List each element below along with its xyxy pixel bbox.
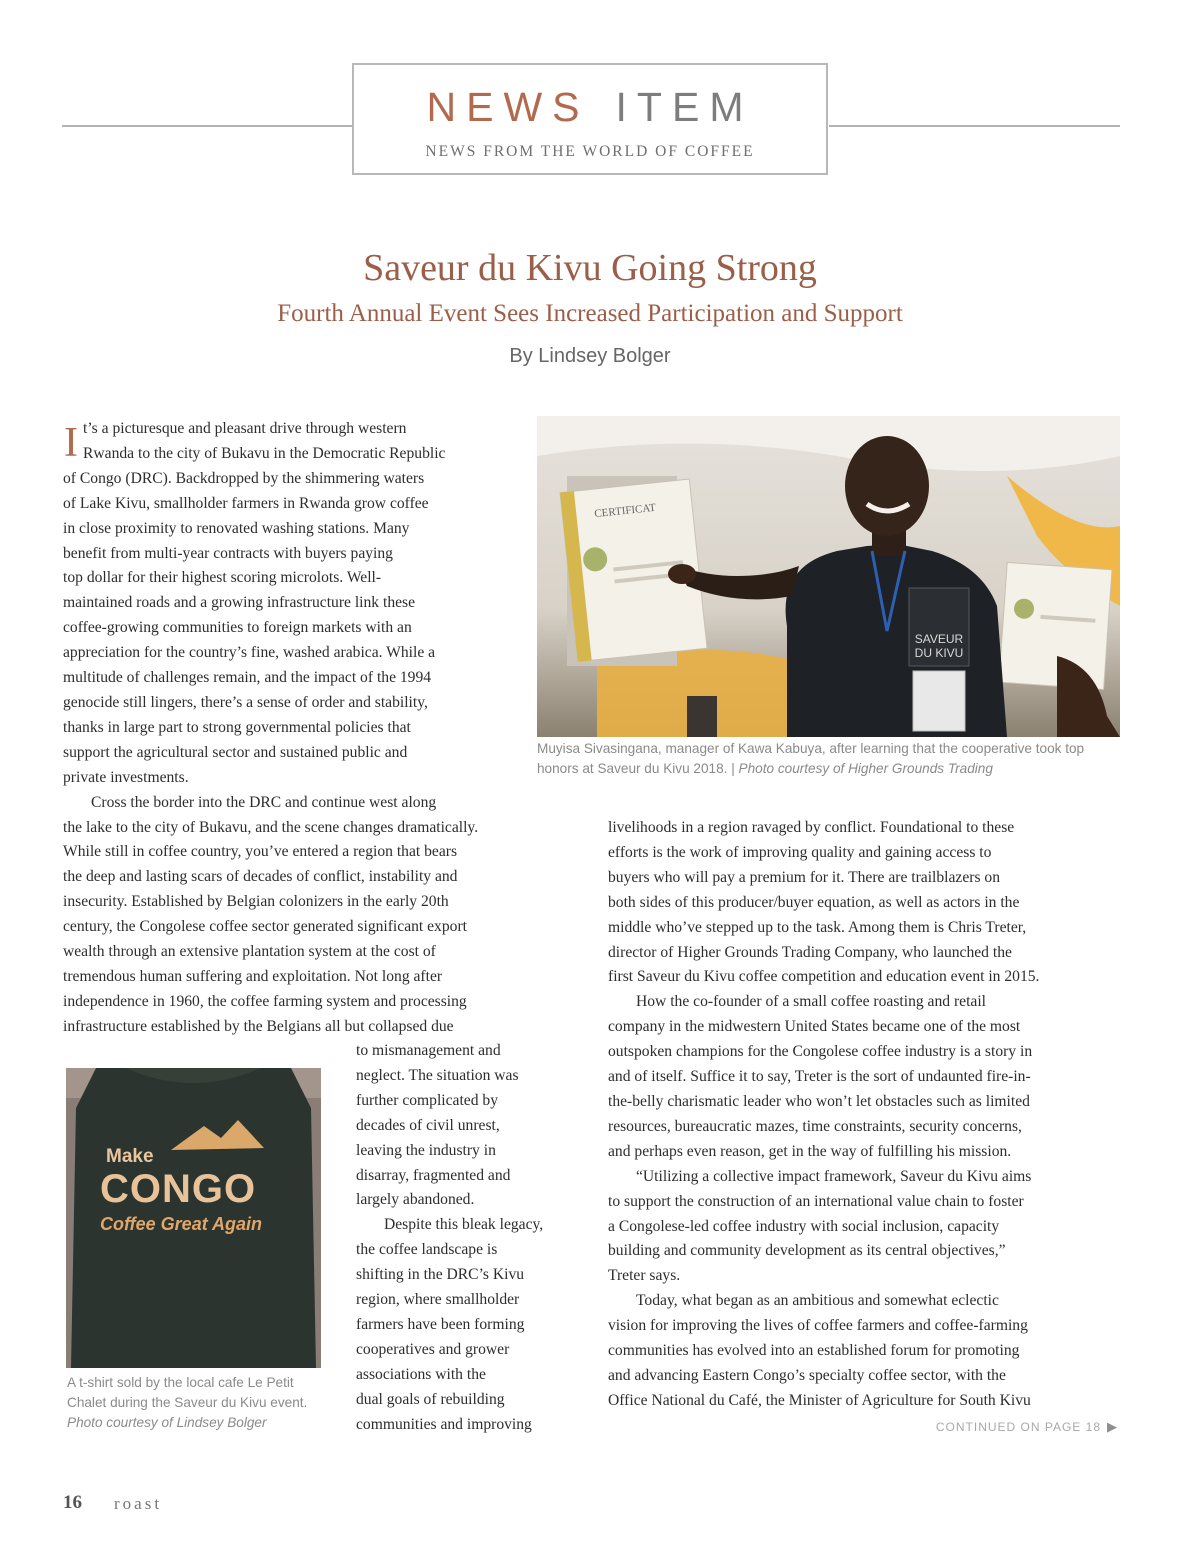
body-line: private investments.	[63, 768, 189, 786]
body-line: communities has evolved into an established forum for promoting	[608, 1342, 1020, 1360]
certificate-label: CERTIFICAT	[593, 501, 657, 521]
body-line: region, where smallholder	[356, 1291, 520, 1309]
body-line: of Congo (DRC). Backdropped by the shimmering waters	[63, 469, 425, 487]
body-line: thanks in large part to strong governmental policies that	[63, 718, 411, 736]
body-line: livelihoods in a region ravaged by conflict. Foundational to these	[608, 819, 1015, 836]
section-header	[352, 63, 828, 175]
header-rule-right	[829, 125, 1120, 127]
photo-award-caption	[537, 739, 1127, 779]
body-line: While still in coffee country, you’ve entered a region that bears	[63, 843, 458, 861]
body-line: wealth through an extensive plantation system at the cost of	[63, 943, 436, 961]
body-line: How the co-founder of a small coffee roasting and retail	[636, 993, 987, 1011]
body-line: in close proximity to renovated washing stations. Many	[63, 519, 410, 537]
body-line: dual goals of rebuilding	[356, 1390, 505, 1408]
body-line: both sides of this producer/buyer equation, as well as actors in the	[608, 893, 1020, 911]
caption-line: Muyisa Sivasingana, manager of Kawa Kabuya, after learning that the cooperative took top	[537, 741, 1085, 756]
article-subtitle: Fourth Annual Event Sees Increased Participation and Support	[277, 300, 903, 327]
body-line: the deep and lasting scars of decades of conflict, instability and	[63, 868, 458, 886]
body-line: neglect. The situation was	[356, 1066, 519, 1084]
body-line: middle who’ve stepped up to the task. Among them is Chris Treter,	[608, 918, 1027, 936]
body-line: decades of civil unrest,	[356, 1116, 500, 1134]
body-line: associations with the	[356, 1365, 486, 1383]
body-line: century, the Congolese coffee sector generated significant export	[63, 918, 467, 936]
caption-line: Chalet during the Saveur du Kivu event.	[67, 1395, 308, 1410]
body-line: largely abandoned.	[356, 1191, 475, 1209]
caption-line: A t-shirt sold by the local cafe Le Petit	[67, 1375, 294, 1390]
body-line: vision for improving the lives of coffee farmers and coffee-farming	[608, 1317, 1028, 1335]
article-column-1	[63, 417, 478, 1040]
caption-line: honors at Saveur du Kivu 2018. |	[537, 761, 735, 776]
photo-credit: Photo courtesy of Higher Grounds Trading	[738, 761, 993, 776]
body-line: benefit from multi-year contracts with buyers paying	[63, 544, 393, 562]
shirt-text-tagline: Coffee Great Again	[100, 1214, 263, 1234]
article-title: Saveur du Kivu Going Strong	[363, 247, 817, 289]
page-number: 16	[63, 1492, 82, 1513]
body-line: Treter says.	[608, 1267, 681, 1285]
body-line: independence in 1960, the coffee farming system and processing	[63, 992, 467, 1010]
section-title-word-1: NEWS	[426, 84, 590, 130]
article-column-2	[608, 816, 1039, 1414]
article-column-middle	[356, 1039, 543, 1438]
body-line: “Utilizing a collective impact framework, Saveur du Kivu aims	[636, 1167, 1032, 1185]
body-line: support the agricultural sector and sustained public and	[63, 743, 408, 761]
body-line: t’s a picturesque and pleasant drive through western	[83, 420, 407, 437]
body-line: outspoken champions for the Congolese coffee industry is a story in	[608, 1043, 1033, 1061]
body-line: infrastructure established by the Belgians all but collapsed due	[63, 1017, 454, 1035]
badge-text-1: SAVEUR	[914, 632, 964, 646]
body-line: and advancing Eastern Congo’s specialty coffee sector, with the	[608, 1366, 1006, 1384]
continued-label: CONTINUED ON PAGE 18	[935, 1420, 1101, 1434]
body-line: Rwanda to the city of Bukavu in the Democratic Republic	[83, 444, 446, 462]
body-line: coffee-growing communities to foreign markets with an	[63, 619, 412, 637]
body-line: appreciation for the country’s fine, washed arabica. While a	[63, 644, 436, 662]
article-byline: By Lindsey Bolger	[509, 345, 671, 367]
body-line: buyers who will pay a premium for it. There are trailblazers on	[608, 868, 1001, 886]
body-line: to mismanagement and	[356, 1042, 501, 1059]
body-line: resources, bureaucratic mazes, time constraints, security concerns,	[608, 1117, 1022, 1135]
body-line: genocide still lingers, there’s a sense of order and stability,	[63, 693, 428, 711]
body-line: the coffee landscape is	[356, 1241, 498, 1259]
body-line: Today, what began as an ambitious and somewhat eclectic	[636, 1292, 999, 1310]
body-line: the-belly charismatic leader who won’t let obstacles such as limited	[608, 1092, 1030, 1110]
body-line: shifting in the DRC’s Kivu	[356, 1266, 525, 1284]
photo-tshirt-caption	[67, 1373, 337, 1433]
body-line: the lake to the city of Bukavu, and the scene changes dramatically.	[63, 818, 479, 836]
header-rule-left	[62, 125, 354, 127]
body-line: first Saveur du Kivu coffee competition and education event in 2015.	[608, 968, 1040, 986]
body-line: leaving the industry in	[356, 1141, 496, 1159]
award-photo-illustration	[537, 416, 1120, 737]
shirt-text-make: Make	[106, 1146, 154, 1167]
body-line: disarray, fragmented and	[356, 1166, 511, 1184]
section-subtitle: NEWS FROM THE WORLD OF COFFEE	[425, 143, 755, 160]
body-line: insecurity. Established by Belgian colonizers in the early 20th	[63, 893, 449, 911]
body-line: company in the midwestern United States became one of the most	[608, 1018, 1021, 1036]
body-line: of Lake Kivu, smallholder farmers in Rwanda grow coffee	[63, 494, 429, 512]
body-line: Cross the border into the DRC and continue west along	[91, 793, 437, 811]
body-line: building and community development as its central objectives,”	[608, 1242, 1006, 1260]
photo-award-winner	[537, 416, 1120, 737]
tshirt-photo-illustration	[66, 1068, 321, 1368]
body-line: top dollar for their highest scoring microlots. Well-	[63, 569, 382, 587]
magazine-name: roast	[114, 1494, 163, 1513]
photo-credit: Photo courtesy of Lindsey Bolger	[67, 1415, 267, 1430]
body-line: further complicated by	[356, 1091, 499, 1109]
section-title	[354, 83, 826, 131]
play-triangle-icon: ▶	[1107, 1419, 1118, 1434]
badge-text-2: DU KIVU	[914, 646, 964, 660]
body-line: maintained roads and a growing infrastructure link these	[63, 594, 416, 612]
body-line: director of Higher Grounds Trading Company, who launched the	[608, 943, 1012, 961]
body-line: communities and improving	[356, 1415, 532, 1433]
shirt-text-congo: CONGO	[100, 1167, 257, 1211]
photo-tshirt	[66, 1068, 321, 1368]
body-line: cooperatives and grower	[356, 1340, 510, 1358]
body-line: Office National du Café, the Minister of Agriculture for South Kivu	[608, 1391, 1031, 1409]
body-line: multitude of challenges remain, and the impact of the 1994	[63, 669, 432, 687]
body-line: to support the construction of an international value chain to foster	[608, 1192, 1024, 1210]
body-line: tremendous human suffering and exploitation. Not long after	[63, 967, 443, 985]
body-line: and perhaps even reason, get in the way of fulfilling his mission.	[608, 1142, 1012, 1160]
continued-link[interactable]	[936, 1419, 1118, 1435]
body-line: farmers have been forming	[356, 1315, 525, 1333]
body-line: and of itself. Suffice it to say, Treter is the sort of undaunted fire-in-	[608, 1068, 1031, 1086]
body-line: efforts is the work of improving quality and gaining access to	[608, 843, 992, 861]
section-title-word-2: ITEM	[615, 84, 754, 130]
body-line: a Congolese-led coffee industry with social inclusion, capacity	[608, 1217, 1000, 1235]
drop-cap: I	[64, 420, 78, 466]
body-line: Despite this bleak legacy,	[384, 1216, 544, 1234]
